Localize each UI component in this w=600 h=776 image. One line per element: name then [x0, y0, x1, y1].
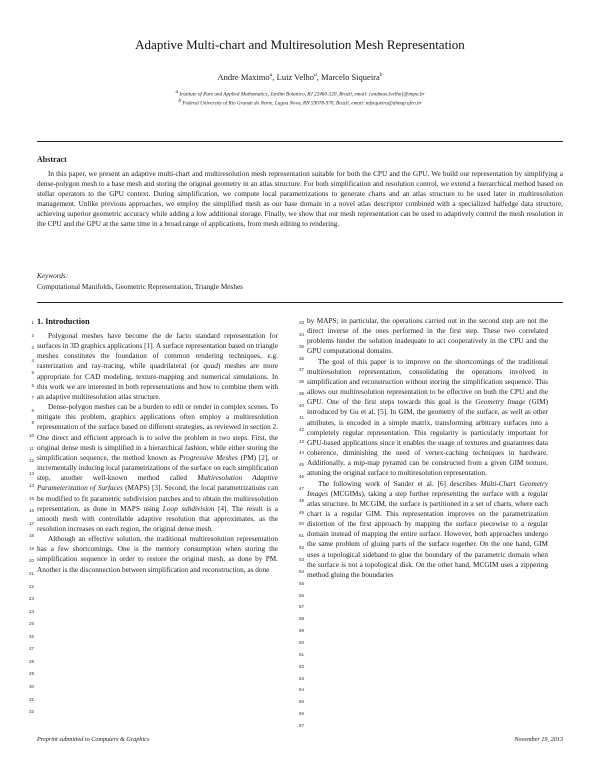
line-number: 58 [298, 616, 304, 622]
author-affiliation-mark: b [379, 72, 383, 79]
section-title: Introduction [45, 317, 90, 326]
line-number: 7 [31, 395, 34, 401]
section-number: 1. [37, 317, 44, 326]
abstract-text: In this paper, we present an adaptive multi-chart and multiresolution mesh representation suitable for both the CPU and the GPU. We build our representation by simplifying a dense-polygon mesh to a base mesh and storing the original geometry in an atlas structure. For both simplification and resolution control, we extend a hierarchical method based on stellar operators to the GPU context. During simplification, we compute local parametrizations to generate charts and an atlas structure to be used later in multiresolution management. Unlike previous approaches, we employ the simplified mesh as our base domain in a novel atlas descriptor combined with a specialized halfedge data structure, achieving superior geometric accuracy while adding a low additional storage. Finally, we show that our mesh representation can be used to adaptively control the mesh resolution in the CPU and the GPU at the same time in a broad range of applications, from mesh editing to rendering. [37, 170, 563, 229]
line-number: 30 [28, 683, 34, 689]
line-number: 5 [31, 370, 34, 376]
line-number: 54 [298, 568, 304, 574]
affiliation-text: Institute of Pure and Applied Mathematics, Jardim Botanico, RJ 22460-320, Brazil, email: {andmax,lvelho}@impa.br [179, 91, 425, 98]
line-number: 16 [28, 508, 34, 514]
line-number: 17 [28, 520, 34, 526]
line-number: 29 [28, 671, 34, 677]
line-number: 21 [28, 571, 34, 576]
line-number: 2 [31, 332, 34, 338]
line-number: 40 [298, 402, 304, 408]
paragraph: The following work of Sander et al. [6] describes Multi-Chart Geometry Images (MCGIMs), taking a step further representing the surface with a regular atlas structure. In MCGIM, the surface is partitioned in a set of charts, where each chart is a regular GIM. This representation improves on the parametrization distortion of the first approach by mapping the surface piecewise to a regular domain instead of mapping the entire surface. However, both approaches undergo the same problem of gluing parts of the surface together. On the one hand, GIM uses a topological sideband to glue the boundary of the parametric domain when the surface is not a topological disk. On the other hand, MCGIM uses a zippering method gluing the boundaries [307, 479, 548, 579]
line-number: 27 [28, 646, 34, 652]
paragraph: Dense-polygon meshes can be a burden to edit or render in complex scenes. To mitigate this problem, graphics applications often employ a multiresolution representation of the surface based on different strategies, as reviewed in section 2. One direct and efficient approach is to solve the problem in two steps. First, the original dense mesh is simplified in a hierarchical fashion, while either storing the simplification sequence, the method known as Progressive Meshes (PM) [2], or incrementally inducing local parametrizations of the surface on each simplification step, another well-known method called Multiresolution Adaptive Parameterization of Surfaces (MAPS) [3]. Second, the local parametrizations can be modified to fit parametric subdivision patches and to obtain the multiresolution representation, as done in MAPS using Loop subdivision [4]. The result is a smooth mesh with controllable adaptive resolution that approximates, as the resolution increases on each region, the original dense mesh. [37, 403, 278, 533]
line-number: 46 [298, 474, 304, 480]
author-name: Luiz Velho [276, 72, 315, 82]
line-number: 13 [28, 470, 34, 476]
author-name: Andre Maximo [217, 72, 270, 82]
line-number: 57 [298, 604, 304, 610]
author-name: Marcelo Siqueira [321, 72, 380, 82]
paragraph: The goal of this paper is to improve on the shortcomings of the traditional multiresolution representation, consolidating the operations involved in simplification and reconstruction without storing the simplification sequence. This allows our multiresolution representation to be effective on both the CPU and the GPU. One of the first steps towards this goal is the Geometry Image (GIM) introduced by Gu et al. [5]. In GIM, the geometry of the surface, as well as other attributes, is encoded in a simple matrix, transforming arbitrary surfaces into a completely regular representation. This regularity is particularly important for GPU-based applications since it enables the usage of textures and guarantees data coherence, diminishing the need of vertex-caching techniques in hardware. Additionally, a mip-map pyramid can be constructed from a given GIM texture, attuning the original surface to multiresolution representation. [307, 357, 548, 478]
line-number: 36 [298, 355, 304, 361]
line-number: 12 [28, 458, 34, 464]
line-number: 51 [298, 533, 304, 539]
line-number: 8 [31, 407, 34, 413]
author-affiliation-mark: a [269, 72, 273, 79]
affiliation-mark: a [175, 89, 179, 95]
line-number: 37 [298, 367, 304, 373]
line-number: 53 [298, 557, 304, 562]
line-number: 1 [31, 320, 34, 325]
author-list: Andre Maximo$^a$, Luiz Velho$^a$, Marcelo Siqueira$^b$ [217, 72, 383, 82]
right-column [307, 316, 548, 580]
line-number: 59 [298, 628, 304, 634]
line-number: 47 [298, 485, 304, 491]
line-number: 9 [31, 420, 34, 426]
affiliation [0, 89, 600, 98]
affiliation [0, 98, 600, 107]
keywords-text: Computational Manifolds, Geometric Representation, Triangle Meshes [37, 283, 243, 291]
line-number: 67 [298, 722, 304, 728]
paper-title: Adaptive Multi-chart and Multiresolution Mesh Representation [135, 37, 465, 52]
line-number: 6 [31, 382, 34, 388]
line-number: 10 [28, 432, 34, 438]
line-number: 38 [298, 379, 304, 385]
line-number: 62 [298, 663, 304, 669]
paragraph: Polygonal meshes have become the de facto standard representation for surfaces in 3D graphics applications [1]. A surface representation based on triangle meshes constitutes the foundation of common rendering techniques, e.g. rasterization and ray-tracing, while quadrilateral (or quad) meshes are more appropriate for CAD modeling, texture-mapping and numerical simulations. In this work we are interested in both representations and how to combine them with an adaptive multiresolution atlas structure. [37, 332, 278, 401]
affiliation-text: Federal University of Rio Grande do Norte, Lagoa Nova, RN 59078-970, Brazil, email: mfsiqueira@dimap.ufrn.br [182, 100, 422, 107]
abstract-divider [37, 302, 563, 303]
top-divider [37, 141, 563, 142]
paragraph: by MAPS; in particular, the operations carried out in the second step are not the direct inverse of the ones performed in the first step. These two correlated problems hinder the solution inadequate to act cooperatively in the CPU and the GPU computational domains. [307, 317, 548, 356]
line-number: 43 [298, 438, 304, 444]
line-number: 20 [28, 558, 34, 564]
line-number: 11 [29, 445, 34, 451]
line-number: 41 [298, 414, 304, 420]
line-number: 34 [298, 331, 304, 337]
line-number: 49 [298, 509, 304, 515]
line-number: 65 [298, 699, 304, 705]
line-number: 18 [28, 533, 34, 539]
keywords-heading: Keywords: [37, 272, 69, 280]
line-number: 32 [28, 709, 34, 715]
line-number: 44 [298, 450, 304, 456]
line-number: 3 [31, 345, 34, 351]
line-number: 28 [28, 658, 34, 664]
line-number: 48 [298, 497, 304, 503]
affiliation-mark: b [178, 98, 182, 104]
line-number: 22 [28, 583, 34, 589]
line-number: 52 [298, 545, 304, 551]
paragraph: Although an effective solution, the traditional multiresolution representation has a few shortcomings. One is the memory consumption when storing the simplification sequence in order to restore the original mesh, as done by PM. Another is the disconnection between simplification and reconstruction, as done [37, 535, 278, 574]
line-number: 26 [28, 633, 34, 639]
section-heading [37, 316, 278, 328]
line-number: 19 [28, 545, 34, 551]
line-number: 63 [298, 675, 304, 681]
line-number: 25 [28, 621, 34, 627]
line-number: 31 [28, 696, 34, 702]
line-number: 14 [28, 483, 34, 489]
line-number: 64 [298, 687, 304, 693]
line-number: 55 [298, 580, 304, 586]
author-affiliation-mark: a [314, 72, 317, 79]
line-number: 45 [298, 462, 304, 468]
abstract-heading: Abstract [37, 155, 67, 164]
footer-date: November 19, 2013 [514, 736, 563, 743]
line-number: 56 [298, 592, 304, 598]
line-number: 61 [298, 651, 304, 657]
line-number: 15 [28, 495, 34, 501]
line-number: 4 [31, 357, 34, 363]
line-number: 50 [298, 521, 304, 527]
line-number: 24 [28, 608, 34, 614]
footer-journal: Preprint submitted to Computers & Graphics [37, 736, 150, 743]
line-number: 23 [28, 596, 34, 602]
line-number: 66 [298, 711, 304, 717]
left-column [37, 316, 278, 575]
line-number: 60 [298, 639, 304, 645]
line-number: 42 [298, 426, 304, 432]
line-number: 35 [298, 343, 304, 349]
line-number: 33 [298, 320, 304, 325]
line-number: 39 [298, 391, 304, 397]
